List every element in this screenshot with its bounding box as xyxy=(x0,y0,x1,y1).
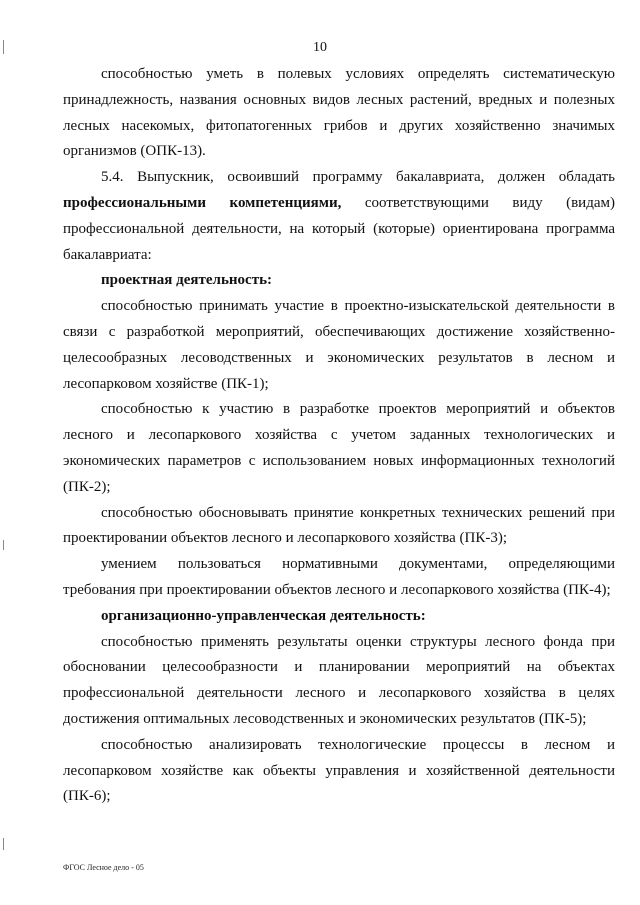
paragraph-pk2: способностью к участию в разработке проектов мероприятий и объектов лесного и лесопаркового хозяйства с учетом заданных технологических и экономических параметров с использованием новых информационных технологий (ПК-2); xyxy=(63,401,615,495)
paragraph-pk3: способностью обосновывать принятие конкретных технических решений при проектировании объектов лесного и лесопаркового хозяйства (ПК-3); xyxy=(63,504,615,547)
paragraph-5-4-bold: профессиональными компетенциями, xyxy=(63,194,342,211)
paragraph-pk5: способностью применять результаты оценки структуры лесного фонда при обосновании целесообразности и планировании мероприятий на объектах профессиональной деятельности лесного и лесопаркового хозяйства в целях достижения оптимальных лесоводственных и экономических результатов (ПК-5); xyxy=(63,633,615,727)
page-footer: ФГОС Лесное дело - 05 xyxy=(63,863,144,872)
paragraph-5-4-tail: соответствующими виду (видам) профессиональной деятельности, на который (которые) ориентирована программа бакалавриата: xyxy=(63,194,615,263)
section-heading-management: организационно-управленческая деятельность: xyxy=(101,607,426,624)
paragraph-pk6: способностью анализировать технологические процессы в лесном и лесопарковом хозяйстве как объекты управления и хозяйственной деятельности (ПК-6); xyxy=(63,736,615,805)
paragraph-pk4: умением пользоваться нормативными документами, определяющими требования при проектировании объектов лесного и лесопаркового хозяйства (ПК-4); xyxy=(63,556,615,598)
paragraph-opk13: способностью уметь в полевых условиях определять систематическую принадлежность, названия основных видов лесных растений, вредных и полезных лесных насекомых, фитопатогенных грибов и других хозяйственно значимых организмов (ОПК-13). xyxy=(63,66,615,160)
section-heading-project: проектная деятельность: xyxy=(101,272,272,289)
page-number: 10 xyxy=(313,40,327,55)
scan-edge-mark xyxy=(3,838,4,850)
scan-edge-mark xyxy=(3,540,4,550)
paragraph-pk1: способностью принимать участие в проектно-изыскательской деятельности в связи с разработкой мероприятий, обеспечивающих достижение хозяйственно-целесообразных лесоводственных и экономических результатов в лесном и лесопарковом хозяйстве (ПК-1); xyxy=(63,298,615,392)
document-body xyxy=(63,62,615,810)
paragraph-5-4-lead: 5.4. Выпускник, освоивший программу бакалавриата, должен обладать xyxy=(101,169,615,186)
paragraph-5-4 xyxy=(63,165,615,268)
